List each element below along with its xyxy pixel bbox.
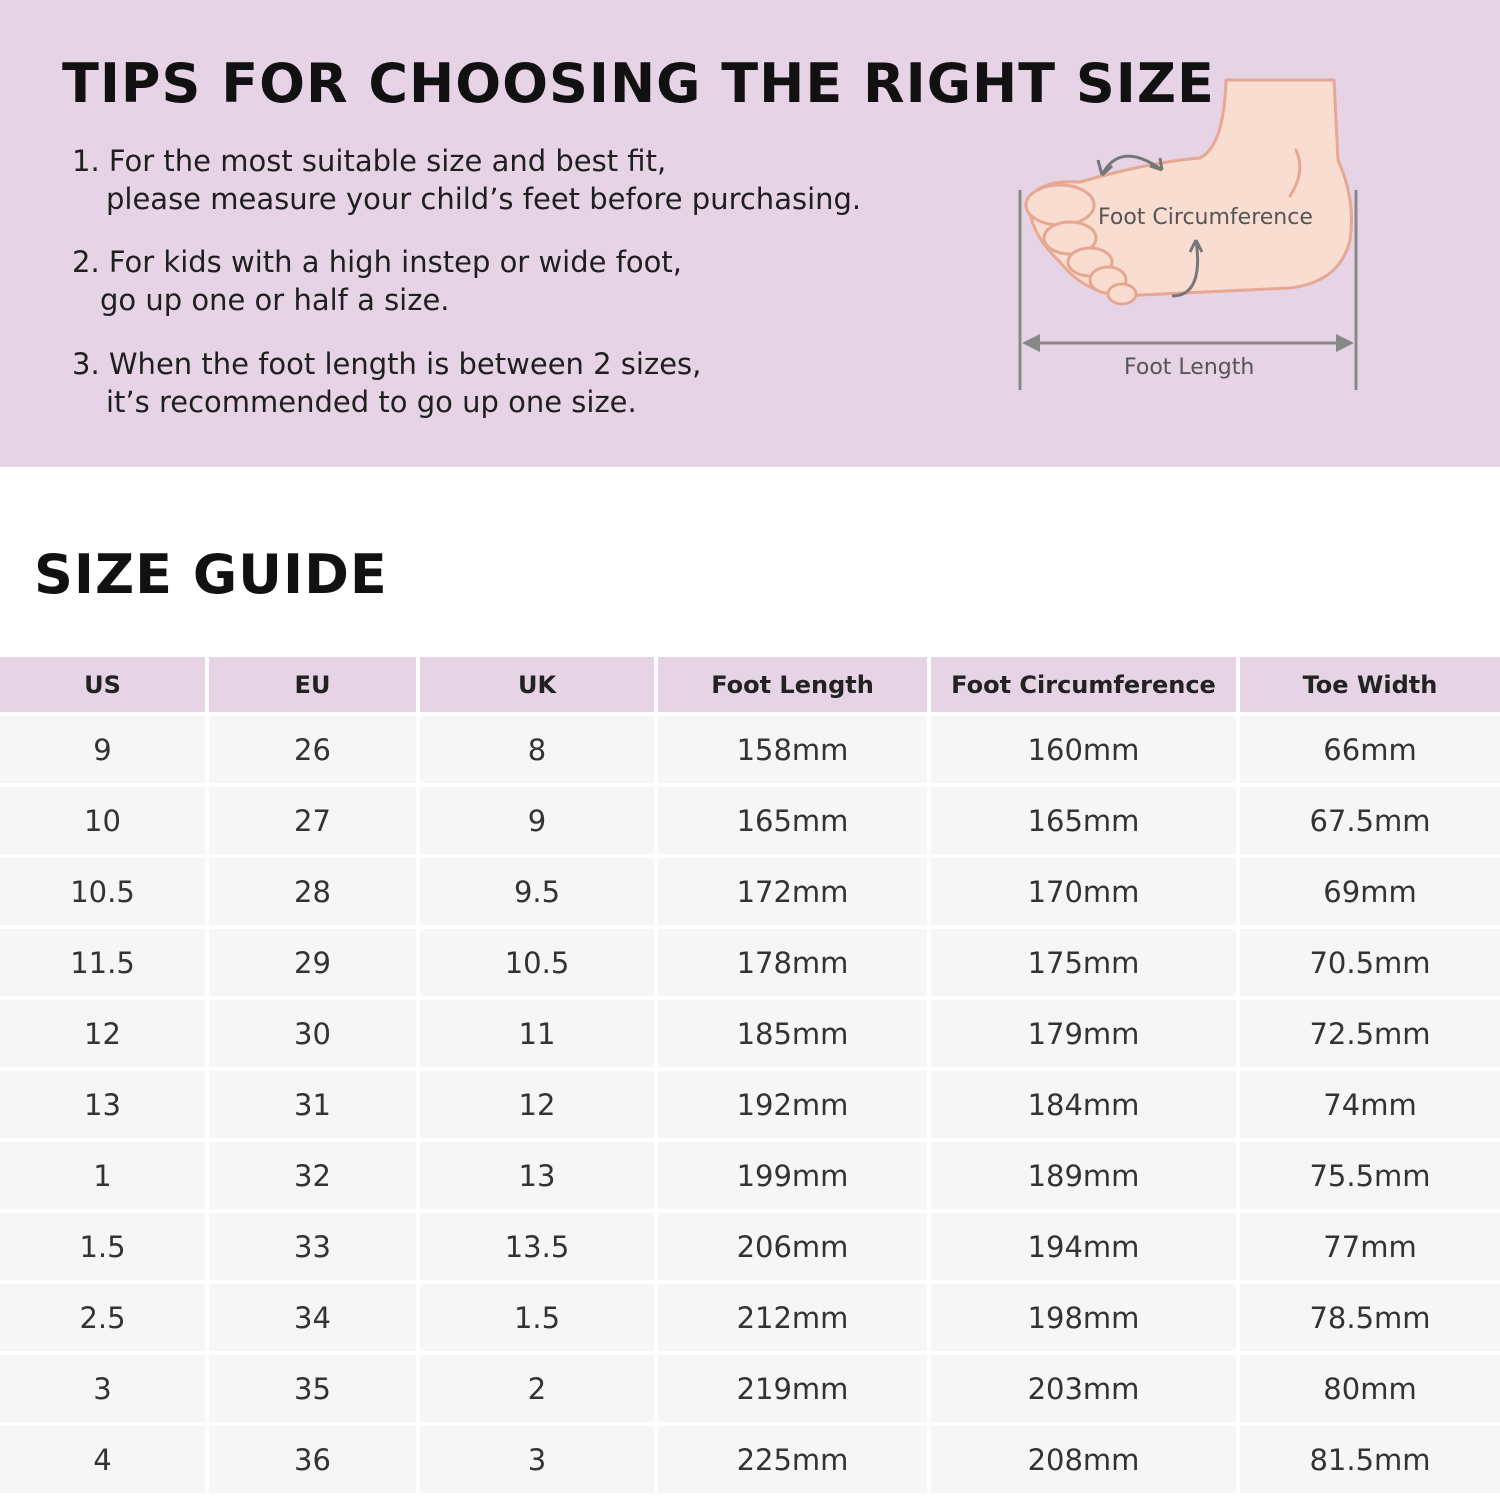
table-row [0,1282,1500,1353]
cell-uk: 2 [418,1353,656,1424]
tip-1-line-2: please measure your child’s feet before purchasing. [106,182,862,216]
cell-us: 9 [0,714,207,785]
column-header-uk: UK [418,657,656,714]
cell-uk: 13 [418,1140,656,1211]
cell-foot-circumference: 189mm [929,1140,1238,1211]
cell-toe-width: 77mm [1238,1211,1500,1282]
cell-toe-width: 70.5mm [1238,927,1500,998]
size-guide-title: SIZE GUIDE [34,543,388,606]
tip-item-1 [72,142,861,218]
cell-us: 10 [0,785,207,856]
cell-foot-circumference: 208mm [929,1424,1238,1493]
cell-us: 1 [0,1140,207,1211]
cell-toe-width: 80mm [1238,1353,1500,1424]
table-row [0,998,1500,1069]
tip-item-3 [72,345,701,421]
cell-uk: 8 [418,714,656,785]
cell-us: 1.5 [0,1211,207,1282]
cell-eu: 33 [207,1211,418,1282]
cell-us: 13 [0,1069,207,1140]
column-header-eu: EU [207,657,418,714]
cell-us: 2.5 [0,1282,207,1353]
cell-eu: 29 [207,927,418,998]
table-row [0,1424,1500,1493]
foot-length-label: Foot Length [1124,355,1255,380]
cell-uk: 1.5 [418,1282,656,1353]
cell-eu: 26 [207,714,418,785]
tip-1-line-1: 1. For the most suitable size and best fit, [72,144,667,178]
cell-foot-circumference: 175mm [929,927,1238,998]
cell-uk: 13.5 [418,1211,656,1282]
cell-foot-length: 206mm [656,1211,929,1282]
cell-uk: 9 [418,785,656,856]
tip-3-line-1: 3. When the foot length is between 2 sizes, [72,347,702,381]
cell-foot-circumference: 198mm [929,1282,1238,1353]
cell-foot-circumference: 170mm [929,856,1238,927]
cell-eu: 30 [207,998,418,1069]
tips-title: TIPS FOR CHOOSING THE RIGHT SIZE [62,52,1215,115]
cell-foot-circumference: 203mm [929,1353,1238,1424]
cell-toe-width: 81.5mm [1238,1424,1500,1493]
cell-uk: 9.5 [418,856,656,927]
toe-1 [1026,185,1094,225]
table-row [0,714,1500,785]
cell-foot-length: 199mm [656,1140,929,1211]
table-row [0,785,1500,856]
tip-item-2 [72,243,682,319]
cell-eu: 28 [207,856,418,927]
column-header-foot-circumference: Foot Circumference [929,657,1238,714]
table-row [0,1353,1500,1424]
cell-foot-length: 158mm [656,714,929,785]
tip-2-line-2: go up one or half a size. [100,283,450,317]
cell-foot-length: 192mm [656,1069,929,1140]
cell-toe-width: 78.5mm [1238,1282,1500,1353]
foot-illustration [1026,80,1352,304]
cell-foot-circumference: 165mm [929,785,1238,856]
cell-toe-width: 66mm [1238,714,1500,785]
cell-eu: 34 [207,1282,418,1353]
cell-foot-length: 212mm [656,1282,929,1353]
cell-foot-length: 185mm [656,998,929,1069]
cell-foot-circumference: 179mm [929,998,1238,1069]
cell-us: 12 [0,998,207,1069]
cell-us: 3 [0,1353,207,1424]
cell-toe-width: 75.5mm [1238,1140,1500,1211]
cell-uk: 12 [418,1069,656,1140]
cell-toe-width: 67.5mm [1238,785,1500,856]
cell-eu: 36 [207,1424,418,1493]
column-header-toe-width: Toe Width [1238,657,1500,714]
column-header-us: US [0,657,207,714]
table-header-row [0,657,1500,714]
cell-foot-length: 172mm [656,856,929,927]
foot-circumference-label: Foot Circumference [1098,205,1313,230]
cell-foot-length: 178mm [656,927,929,998]
size-table [0,657,1500,1493]
table-row [0,1069,1500,1140]
cell-eu: 27 [207,785,418,856]
cell-us: 10.5 [0,856,207,927]
column-header-foot-length: Foot Length [656,657,929,714]
table-row [0,1211,1500,1282]
toe-5 [1108,284,1136,304]
cell-uk: 3 [418,1424,656,1493]
cell-eu: 32 [207,1140,418,1211]
tip-3-line-2: it’s recommended to go up one size. [106,385,637,419]
cell-foot-length: 225mm [656,1424,929,1493]
cell-toe-width: 69mm [1238,856,1500,927]
cell-eu: 31 [207,1069,418,1140]
foot-diagram [1000,60,1380,400]
cell-toe-width: 72.5mm [1238,998,1500,1069]
table-row [0,856,1500,927]
cell-foot-circumference: 194mm [929,1211,1238,1282]
cell-foot-circumference: 184mm [929,1069,1238,1140]
cell-foot-circumference: 160mm [929,714,1238,785]
tip-2-line-1: 2. For kids with a high instep or wide foot, [72,245,682,279]
cell-uk: 11 [418,998,656,1069]
cell-foot-length: 219mm [656,1353,929,1424]
cell-foot-length: 165mm [656,785,929,856]
cell-eu: 35 [207,1353,418,1424]
table-row [0,927,1500,998]
cell-us: 11.5 [0,927,207,998]
cell-us: 4 [0,1424,207,1493]
table-row [0,1140,1500,1211]
cell-toe-width: 74mm [1238,1069,1500,1140]
cell-uk: 10.5 [418,927,656,998]
